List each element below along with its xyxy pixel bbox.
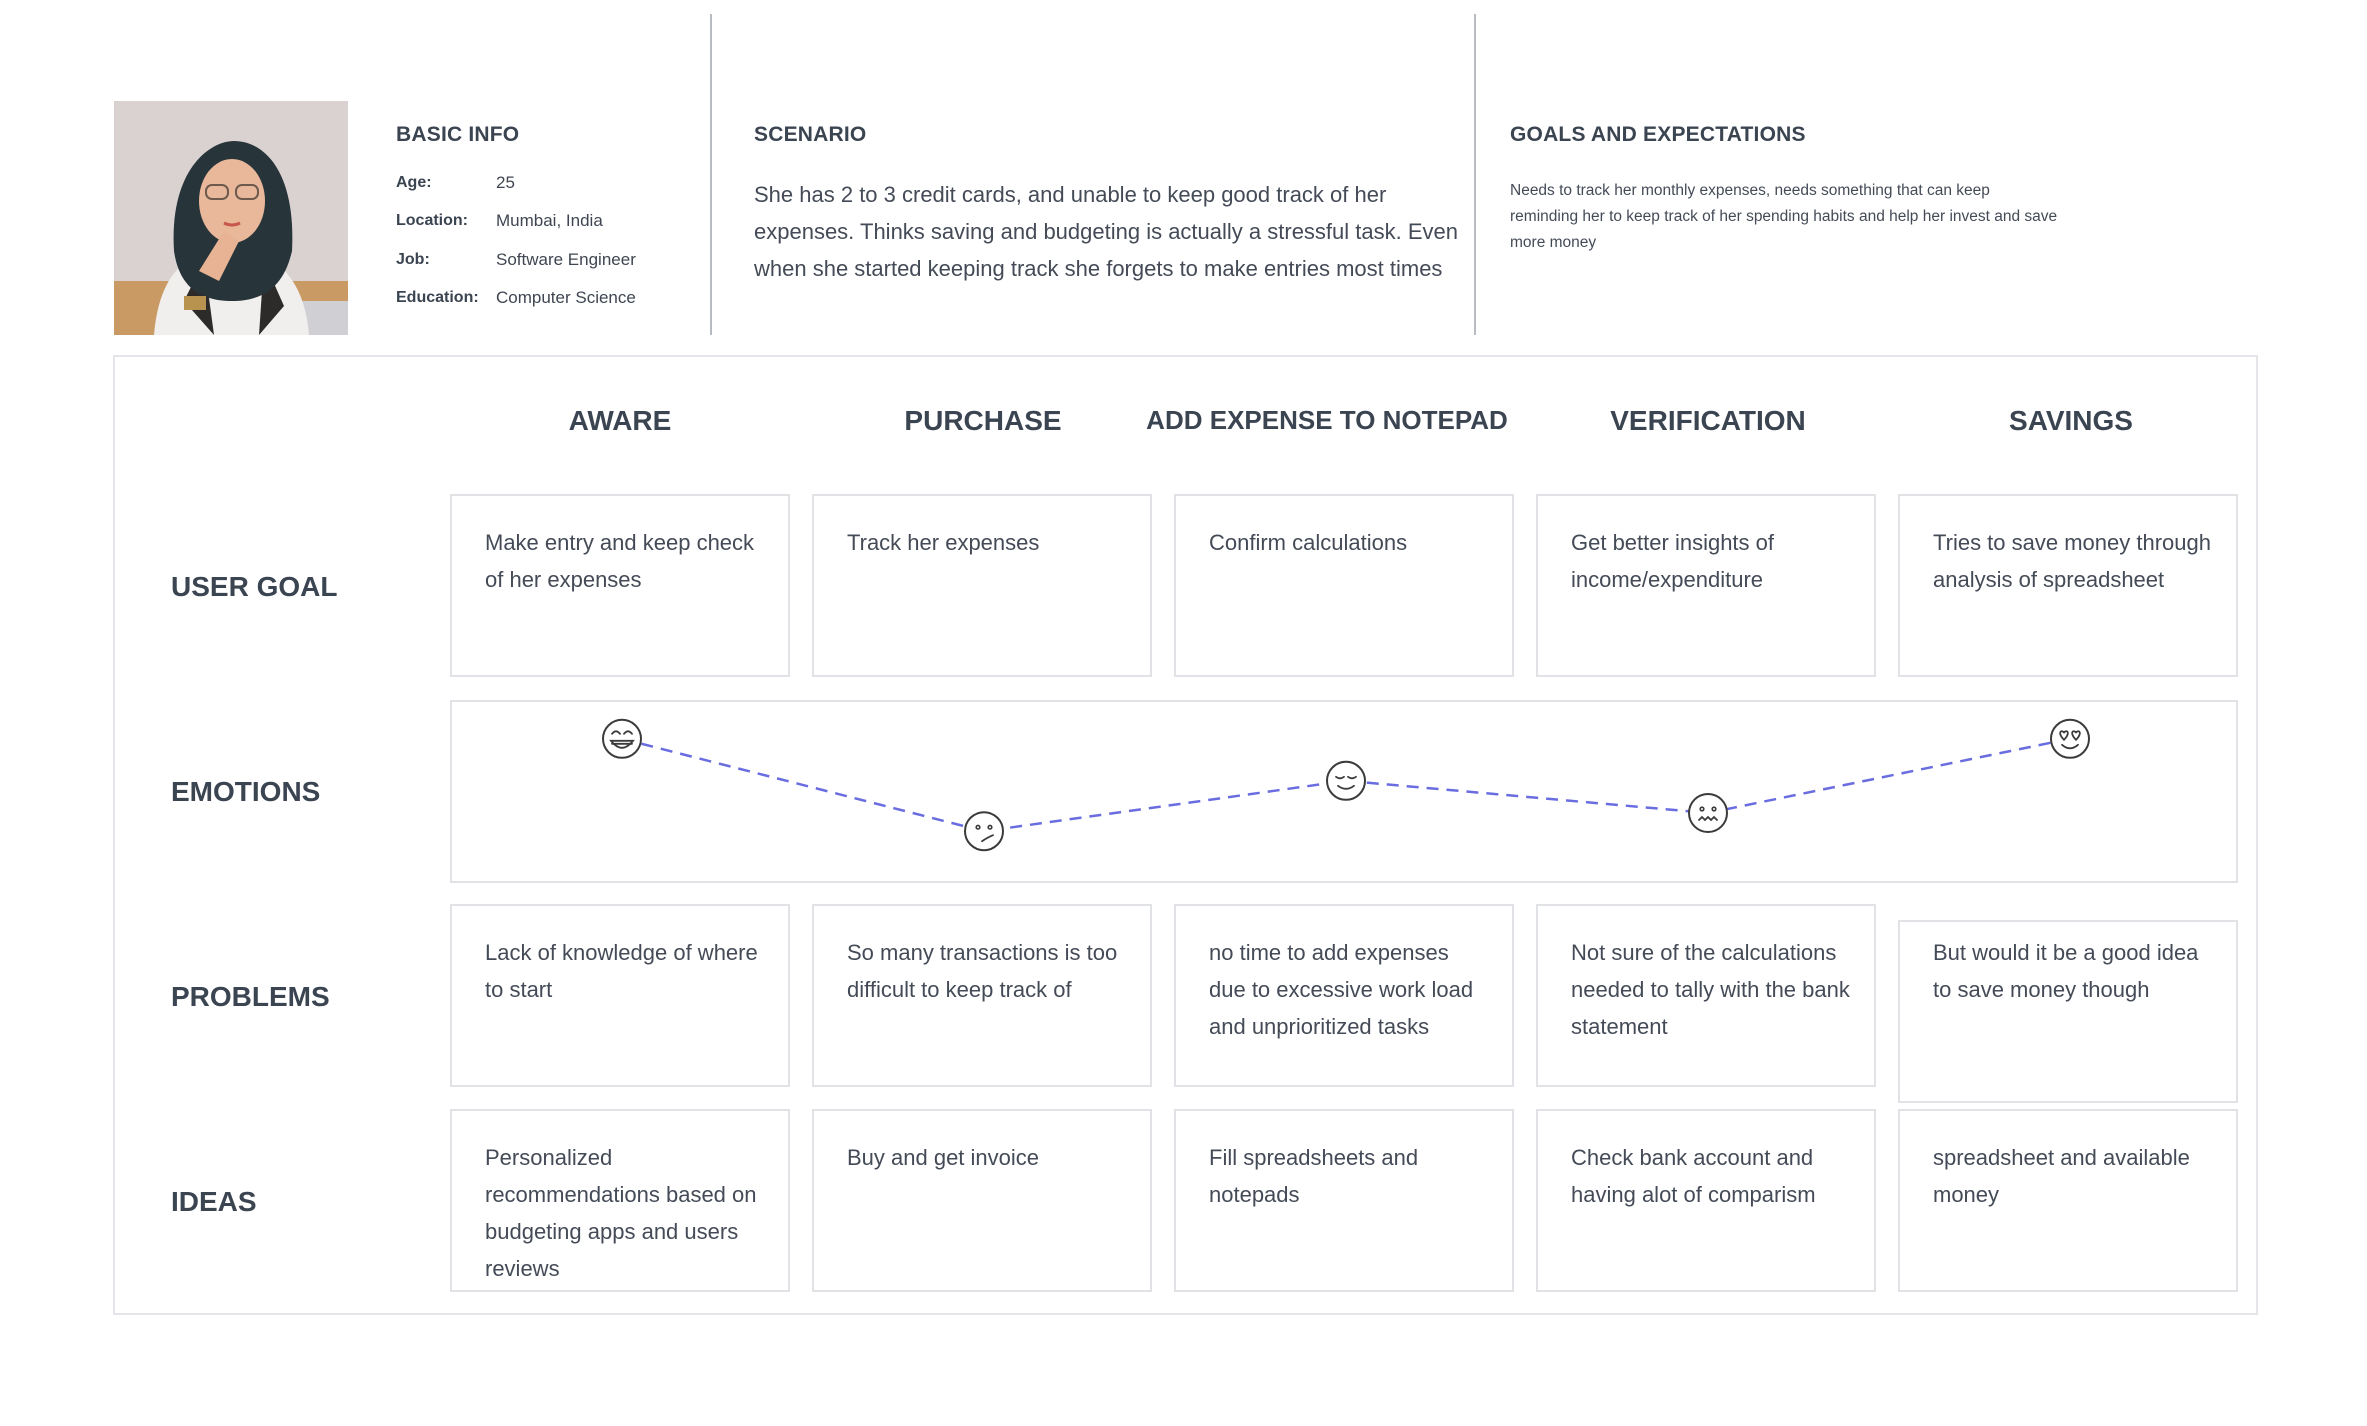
goals-title: GOALS AND EXPECTATIONS (1510, 123, 1806, 146)
user-goal-card (1536, 494, 1876, 677)
card-text: spreadsheet and available money (1933, 1145, 2190, 1207)
problem-card (1536, 904, 1876, 1087)
idea-card (1536, 1109, 1876, 1292)
scenario-line: She has 2 to 3 credit cards, and unable to keep good track of her (754, 182, 1387, 207)
stage-verification: VERIFICATION (1610, 405, 1806, 436)
goals-line: Needs to track her monthly expenses, needs something that can keep (1510, 182, 1990, 199)
persona-photo (114, 101, 348, 335)
scenario-title: SCENARIO (754, 123, 867, 146)
basic-info-title: BASIC INFO (396, 123, 520, 146)
divider-line (1474, 14, 1476, 335)
idea-card (1898, 1109, 2238, 1292)
scenario-text (754, 176, 1474, 287)
stage-purchase: PURCHASE (904, 405, 1062, 436)
card-text: Lack of knowledge of where to start (485, 940, 758, 1002)
education-value: Computer Science (496, 288, 636, 307)
card-text: Fill spreadsheets and notepads (1209, 1145, 1419, 1207)
user-goal-card (450, 494, 790, 677)
stage-savings: SAVINGS (2009, 405, 2133, 436)
card-text: Get better insights of income/expenditure (1571, 530, 1774, 592)
row-label-problems: PROBLEMS (171, 981, 330, 1012)
job-label: Job: (396, 251, 430, 268)
scenario-line: expenses. Thinks saving and budgeting is actually a stressful task. Even (754, 219, 1458, 244)
problem-card (1898, 920, 2238, 1103)
goals-line: reminding her to keep track of her spending habits and help her invest and save (1510, 208, 2058, 225)
card-text: Not sure of the calculations needed to tally with the bank statement (1571, 940, 1850, 1039)
scenario-line: when she started keeping track she forgets to make entries most times (754, 256, 1443, 281)
card-text: Make entry and keep check of her expenses (485, 530, 755, 592)
row-label-ideas: IDEAS (171, 1186, 257, 1217)
emotions-box (450, 700, 2238, 883)
content-face-icon (1327, 762, 1365, 800)
divider-line (710, 14, 712, 335)
stage-add-expense: ADD EXPENSE TO NOTEPAD (1146, 405, 1508, 435)
row-label-user-goal: USER GOAL (171, 571, 338, 602)
problem-card (450, 904, 790, 1087)
problem-card (1174, 904, 1514, 1087)
idea-card (1174, 1109, 1514, 1292)
card-text: Tries to save money through analysis of spreadsheet (1933, 530, 2211, 592)
card-text: So many transactions is too difficult to keep track of (847, 940, 1118, 1002)
grinning-face-icon (603, 720, 641, 758)
card-text: no time to add expenses due to excessive work load and unprioritized tasks (1209, 940, 1474, 1039)
location-value: Mumbai, India (496, 211, 603, 230)
row-label-emotions: EMOTIONS (171, 776, 321, 807)
card-text: Track her expenses (847, 530, 1040, 555)
goals-text (1510, 178, 2120, 256)
card-text: Confirm calculations (1209, 530, 1408, 555)
age-label: Age: (396, 174, 432, 191)
heart-eyes-face-icon (2051, 720, 2089, 758)
age-value: 25 (496, 173, 515, 192)
card-text: Buy and get invoice (847, 1145, 1040, 1170)
location-label: Location: (396, 212, 468, 229)
user-goal-card (1174, 494, 1514, 677)
idea-card (812, 1109, 1152, 1292)
goals-line: more money (1510, 234, 1597, 251)
user-goal-card (1898, 494, 2238, 677)
user-goal-card (812, 494, 1152, 677)
card-text: But would it be a good idea to save money though (1933, 940, 2199, 1002)
idea-card (450, 1109, 790, 1292)
grimacing-face-icon (1689, 794, 1727, 832)
job-value: Software Engineer (496, 250, 636, 269)
education-label: Education: (396, 289, 479, 306)
card-text: Check bank account and having alot of comparism (1571, 1145, 1816, 1207)
emotion-curve (452, 702, 2240, 885)
problem-card (812, 904, 1152, 1087)
stage-aware: AWARE (568, 405, 672, 436)
card-text: Personalized recommendations based on budgeting apps and users reviews (485, 1145, 757, 1281)
confused-face-icon (965, 812, 1003, 850)
